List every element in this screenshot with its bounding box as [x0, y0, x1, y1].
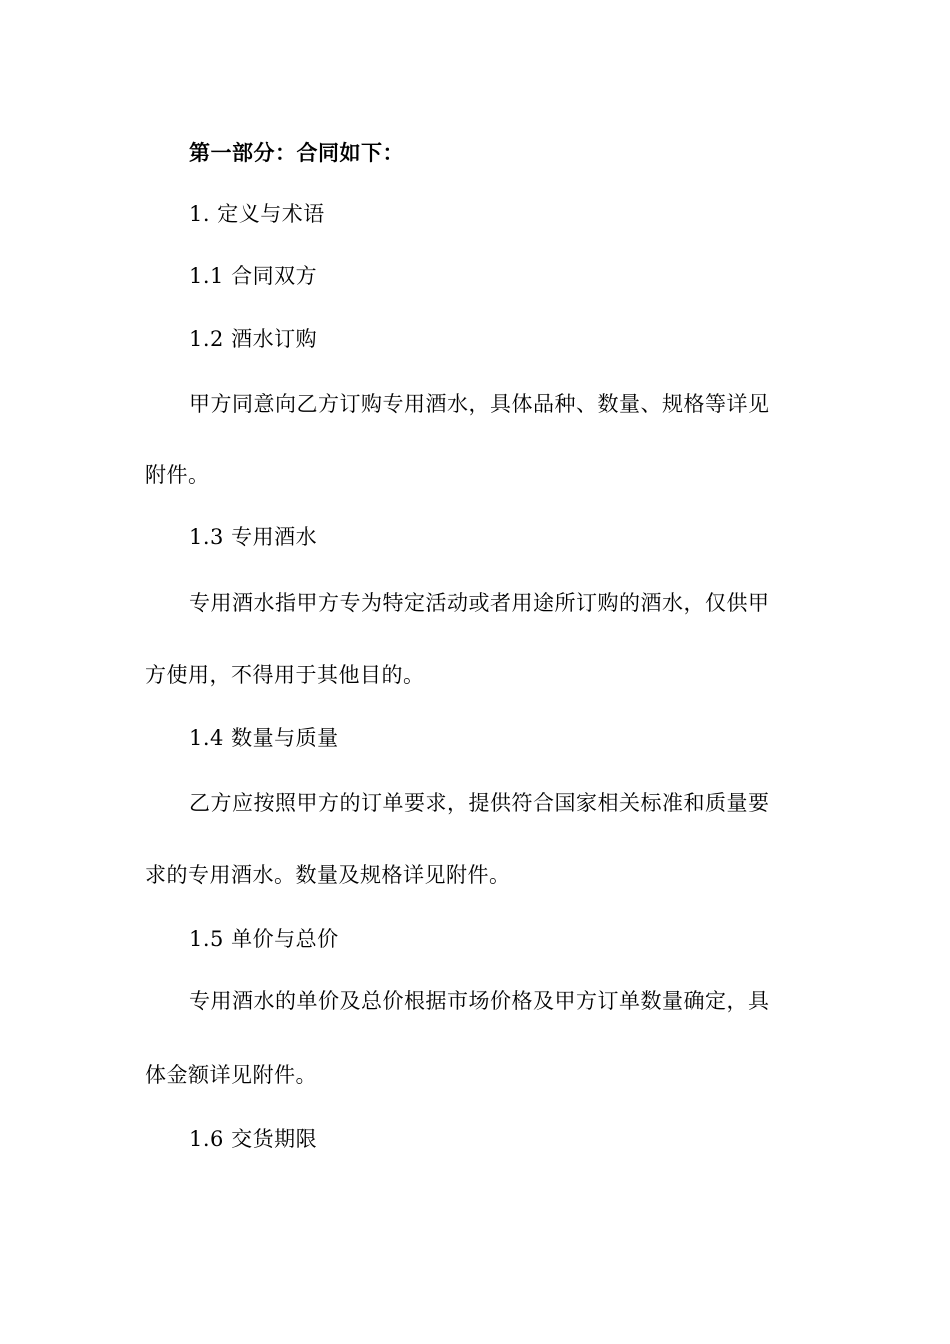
section-1-title: 1. 定义与术语 — [189, 202, 325, 226]
section-1-5-title: 1.5 单价与总价 — [189, 927, 339, 951]
section-1-2-body-line2: 附件。 — [145, 463, 210, 487]
section-1-4-body-line1: 乙方应按照甲方的订单要求，提供符合国家相关标准和质量要 — [189, 791, 770, 815]
section-1-4-title: 1.4 数量与质量 — [189, 726, 339, 750]
section-1-5-body-line1: 专用酒水的单价及总价根据市场价格及甲方订单数量确定，具 — [189, 989, 770, 1013]
section-1-2-body-line1: 甲方同意向乙方订购专用酒水，具体品种、数量、规格等详见 — [189, 392, 770, 416]
section-1-3-body-line2: 方使用，不得用于其他目的。 — [145, 663, 425, 687]
section-1-1-title: 1.1 合同双方 — [189, 264, 318, 288]
section-1-6-title: 1.6 交货期限 — [189, 1127, 318, 1151]
section-1-4-body-line2: 求的专用酒水。数量及规格详见附件。 — [145, 863, 511, 887]
section-1-3-title: 1.3 专用酒水 — [189, 525, 318, 549]
part-heading: 第一部分：合同如下： — [189, 140, 404, 165]
section-1-3-body-line1: 专用酒水指甲方专为特定活动或者用途所订购的酒水，仅供甲 — [189, 591, 770, 615]
section-1-2-title: 1.2 酒水订购 — [189, 327, 318, 351]
section-1-5-body-line2: 体金额详见附件。 — [145, 1063, 317, 1087]
